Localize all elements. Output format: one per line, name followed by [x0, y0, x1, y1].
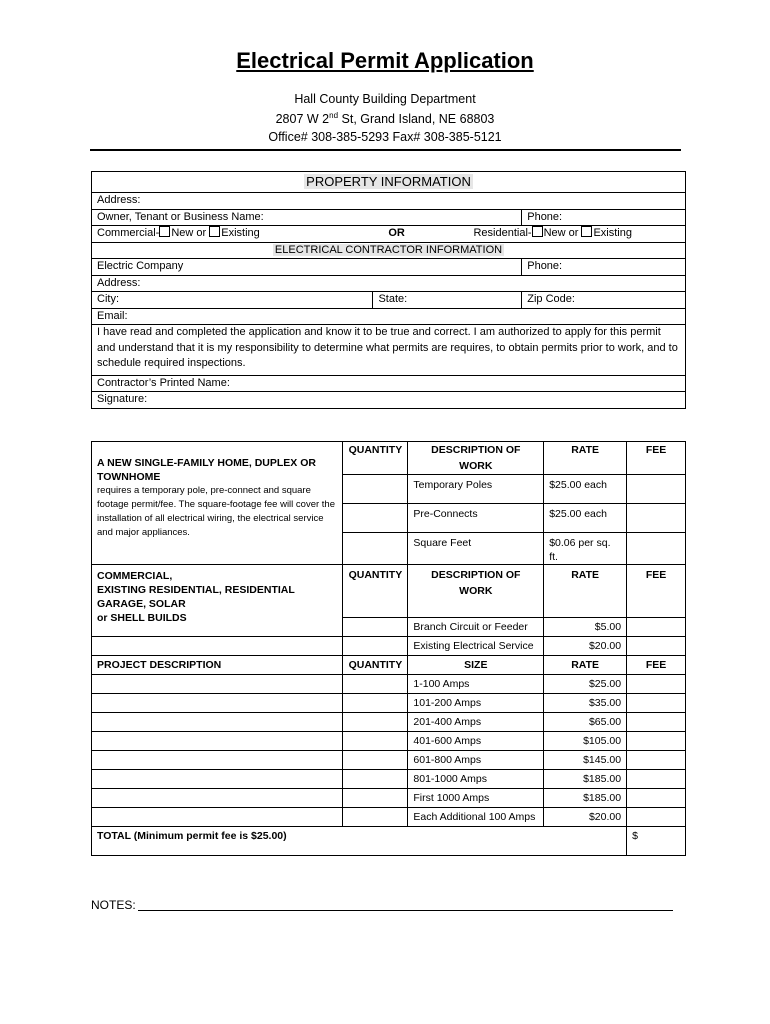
quantity-input[interactable]: [343, 475, 408, 504]
fee-input[interactable]: [627, 675, 686, 694]
col-quantity-header: QUANTITY: [343, 565, 408, 618]
header-divider: [90, 149, 681, 151]
rate-value: $25.00 each: [544, 475, 627, 504]
project-description-input[interactable]: [92, 694, 343, 713]
amp-size: Each Additional 100 Amps: [408, 808, 544, 827]
fee-input[interactable]: [627, 751, 686, 770]
property-info-heading: PROPERTY INFORMATION: [92, 172, 686, 193]
work-description: Pre-Connects: [408, 504, 544, 533]
work-description: Square Feet: [408, 533, 544, 565]
contractor-info-heading: ELECTRICAL CONTRACTOR INFORMATION: [92, 242, 686, 259]
rate-value: $185.00: [544, 789, 627, 808]
amp-size: 101-200 Amps: [408, 694, 544, 713]
project-description-input[interactable]: [92, 637, 343, 656]
commercial-new-checkbox[interactable]: [159, 226, 170, 237]
fee-input[interactable]: [627, 808, 686, 827]
state-field[interactable]: State:: [373, 292, 522, 309]
rate-value: $20.00: [544, 637, 627, 656]
email-field[interactable]: Email:: [92, 308, 686, 325]
rate-value: $65.00: [544, 713, 627, 732]
fee-table: [91, 441, 686, 856]
fee-input[interactable]: [627, 789, 686, 808]
project-description-input[interactable]: [92, 732, 343, 751]
contractor-statement: I have read and completed the application and know it to be true and correct. I am authorized to apply for this permit and understand that it is my responsibility to determine what permits are requires, to obtain permits prior to work, and to schedule required inspections.: [92, 325, 686, 376]
project-description-input[interactable]: [92, 675, 343, 694]
fee-input[interactable]: [627, 618, 686, 637]
signature-field[interactable]: Signature:: [92, 392, 686, 409]
city-field[interactable]: City:: [92, 292, 373, 309]
owner-name-field[interactable]: Owner, Tenant or Business Name:: [92, 209, 522, 226]
fee-input[interactable]: [627, 475, 686, 504]
col-quantity-header: QUANTITY: [343, 656, 408, 675]
quantity-input[interactable]: [343, 770, 408, 789]
project-description-header: PROJECT DESCRIPTION: [92, 656, 343, 675]
work-description: Temporary Poles: [408, 475, 544, 504]
quantity-input[interactable]: [343, 504, 408, 533]
project-description-input[interactable]: [92, 789, 343, 808]
rate-value: $20.00: [544, 808, 627, 827]
residential-new-checkbox[interactable]: [532, 226, 543, 237]
owner-phone-field[interactable]: Phone:: [522, 209, 686, 226]
fee-input[interactable]: [627, 637, 686, 656]
fee-input[interactable]: [627, 770, 686, 789]
quantity-input[interactable]: [343, 675, 408, 694]
fee-input[interactable]: [627, 713, 686, 732]
commercial-existing-checkbox[interactable]: [209, 226, 220, 237]
project-description-input[interactable]: [92, 713, 343, 732]
total-label: TOTAL (Minimum permit fee is $25.00): [92, 827, 627, 856]
notes-field[interactable]: NOTES:: [91, 898, 673, 912]
fee-input[interactable]: [627, 732, 686, 751]
notes-underline: [138, 898, 673, 911]
quantity-input[interactable]: [343, 694, 408, 713]
rate-value: $5.00: [544, 618, 627, 637]
amp-size: 201-400 Amps: [408, 713, 544, 732]
col-quantity-header: QUANTITY: [343, 442, 408, 475]
amp-size: 1-100 Amps: [408, 675, 544, 694]
quantity-input[interactable]: [343, 732, 408, 751]
page-title: Electrical Permit Application: [236, 48, 534, 73]
contractor-phone-field[interactable]: Phone:: [522, 259, 686, 276]
col-fee-header: FEE: [627, 656, 686, 675]
quantity-input[interactable]: [343, 789, 408, 808]
col-fee-header: FEE: [627, 565, 686, 618]
quantity-input[interactable]: [343, 618, 408, 637]
amp-size: 601-800 Amps: [408, 751, 544, 770]
work-description: Branch Circuit or Feeder: [408, 618, 544, 637]
amp-size: First 1000 Amps: [408, 789, 544, 808]
rate-value: $185.00: [544, 770, 627, 789]
work-description: Existing Electrical Service: [408, 637, 544, 656]
col-rate-header: RATE: [544, 565, 627, 618]
amp-size: 801-1000 Amps: [408, 770, 544, 789]
rate-value: $145.00: [544, 751, 627, 770]
rate-value: $105.00: [544, 732, 627, 751]
rate-value: $35.00: [544, 694, 627, 713]
department-phones: Office# 308-385-5293 Fax# 308-385-5121: [268, 130, 502, 144]
fee-input[interactable]: [627, 504, 686, 533]
col-rate-header: RATE: [544, 656, 627, 675]
department-name: Hall County Building Department: [294, 92, 476, 106]
fee-input[interactable]: [627, 533, 686, 565]
project-description-input[interactable]: [92, 770, 343, 789]
quantity-input[interactable]: [343, 533, 408, 565]
col-rate-header: RATE: [544, 442, 627, 475]
property-contractor-table: [91, 171, 686, 409]
rate-value: $0.06 per sq. ft.: [544, 533, 627, 565]
project-description-input[interactable]: [92, 751, 343, 770]
col-size-header: SIZE: [408, 656, 544, 675]
occupancy-type-row: Commercial- New or Existing OR Residential- New or Existing: [92, 226, 686, 243]
quantity-input[interactable]: [343, 751, 408, 770]
total-fee-input[interactable]: $: [627, 827, 686, 856]
property-address-field[interactable]: Address:: [92, 193, 686, 210]
residential-existing-checkbox[interactable]: [581, 226, 592, 237]
col-description-header: DESCRIPTION OF WORK: [408, 565, 544, 618]
contractor-address-field[interactable]: Address:: [92, 275, 686, 292]
commercial-section-title: COMMERCIAL, EXISTING RESIDENTIAL, RESIDENTIAL GARAGE, SOLAR or SHELL BUILDS: [92, 565, 343, 637]
col-fee-header: FEE: [627, 442, 686, 475]
project-description-input[interactable]: [92, 808, 343, 827]
fee-input[interactable]: [627, 694, 686, 713]
quantity-input[interactable]: [343, 637, 408, 656]
single-family-section: A NEW SINGLE-FAMILY HOME, DUPLEX OR TOWNHOME requires a temporary pole, pre-connect and square footage permit/fee. The square-footage fee will cover the installation of all electrical wiring, the electrical service and major appliances.: [92, 442, 343, 565]
zip-code-field[interactable]: Zip Code:: [522, 292, 686, 309]
electric-company-field[interactable]: Electric Company: [92, 259, 522, 276]
rate-value: $25.00 each: [544, 504, 627, 533]
col-description-header: DESCRIPTION OF WORK: [408, 442, 544, 475]
rate-value: $25.00: [544, 675, 627, 694]
quantity-input[interactable]: [343, 808, 408, 827]
printed-name-field[interactable]: Contractor’s Printed Name:: [92, 375, 686, 392]
amp-size: 401-600 Amps: [408, 732, 544, 751]
quantity-input[interactable]: [343, 713, 408, 732]
department-address: 2807 W 2nd St, Grand Island, NE 68803: [275, 111, 495, 127]
